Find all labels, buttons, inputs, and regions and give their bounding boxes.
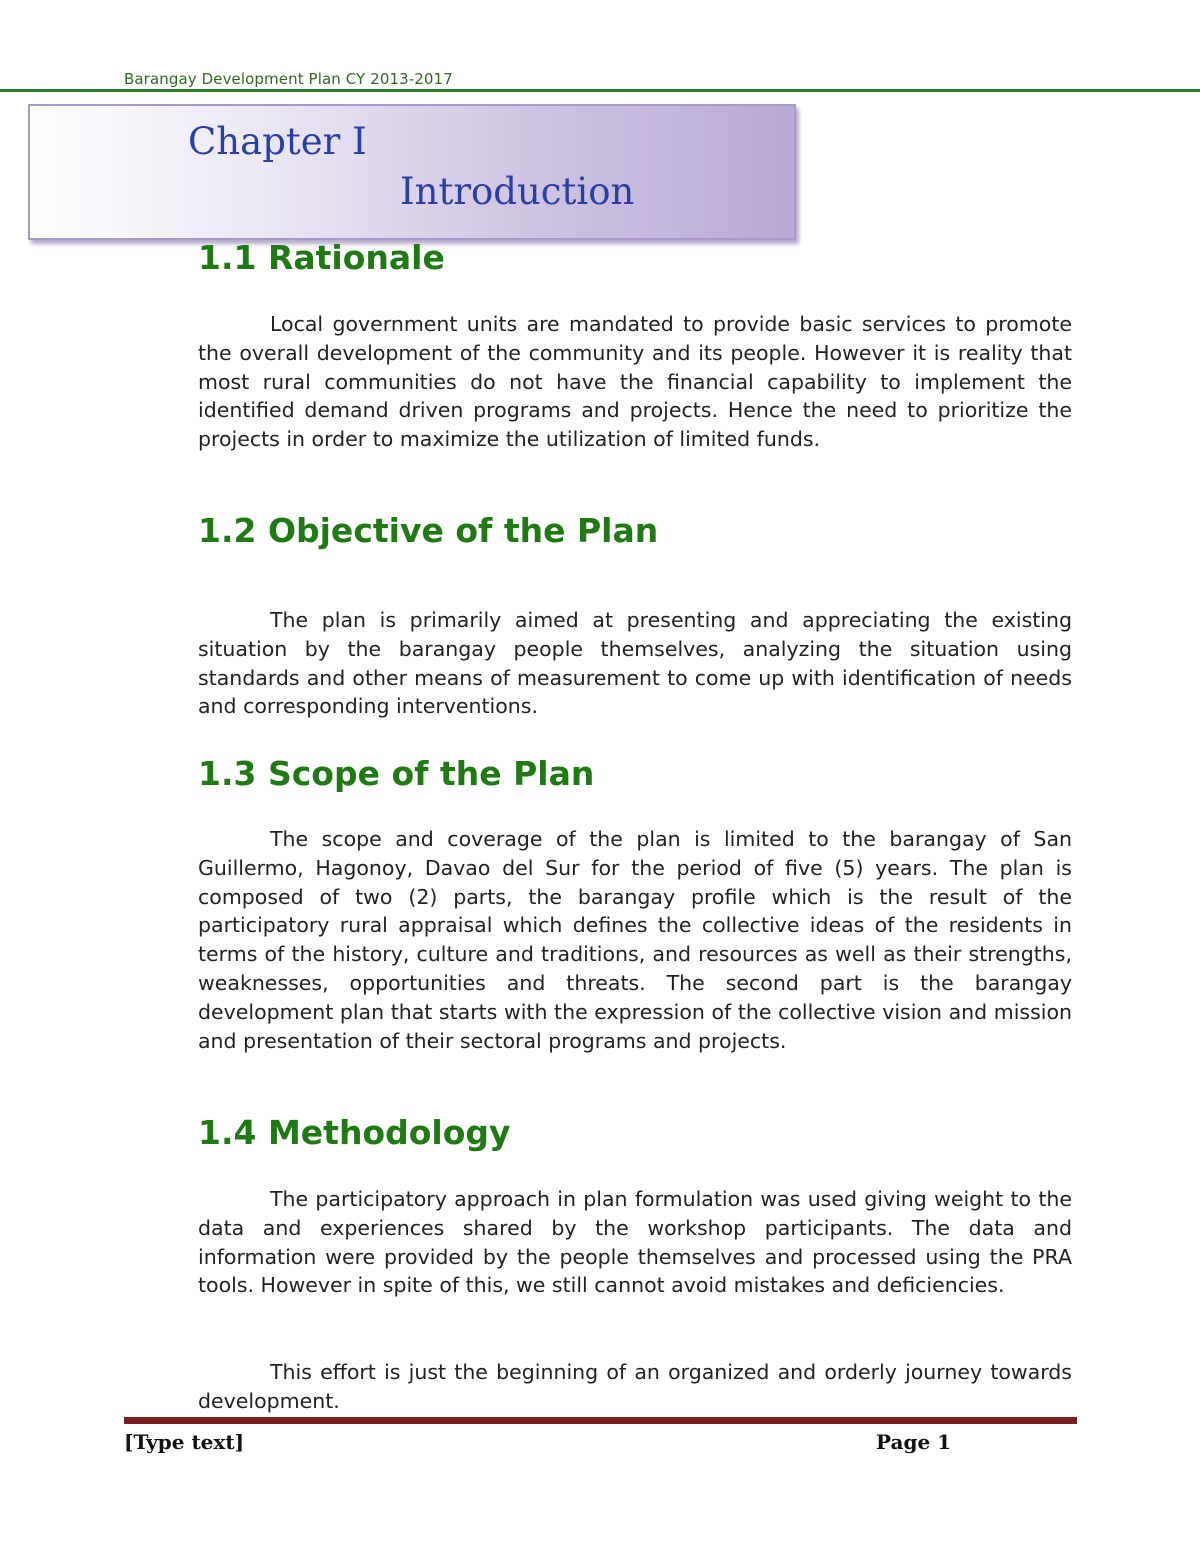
footer-rule — [124, 1417, 1077, 1424]
running-header: Barangay Development Plan CY 2013-2017 — [124, 70, 453, 88]
paragraph-rationale: Local government units are mandated to provide basic services to promote the overall development of the community and its people. However it is reality that most rural communities do not have the financial capability to implement the identified demand driven programs and projects. Hence the need to prioritize the projects in order to maximize the utilization of limited funds. — [198, 312, 1072, 452]
paragraph-scope: The scope and coverage of the plan is limited to the barangay of San Guillermo, Hagonoy, Davao del Sur for the period of five (5) years. The plan is composed of two (2) parts, the barangay profile which is the result of the participatory rural appraisal which defines the collective ideas of the residents in terms of the history, culture and traditions, and resources as well as their strengths, weaknesses, opportunities and threats. The second part is the barangay development plan that starts with the expression of the collective vision and mission and presentation of their sectoral programs and projects. — [198, 827, 1072, 1053]
chapter-banner — [28, 104, 796, 240]
section-heading-rationale: 1.1 Rationale — [198, 238, 445, 277]
chapter-title: Introduction — [400, 170, 635, 213]
section-heading-objective: 1.2 Objective of the Plan — [198, 511, 659, 550]
section-heading-scope: 1.3 Scope of the Plan — [198, 754, 595, 793]
section-heading-methodology: 1.4 Methodology — [198, 1113, 511, 1152]
chapter-number: Chapter I — [188, 120, 367, 163]
header-rule — [0, 89, 1200, 92]
paragraph-methodology: The participatory approach in plan formulation was used giving weight to the data and experiences shared by the workshop participants. The data and information were provided by the people themselves and processed using the PRA tools. However in spite of this, we still cannot avoid mistakes and deficiencies. — [198, 1187, 1072, 1298]
paragraph-methodology-closing: This effort is just the beginning of an organized and orderly journey towards development. — [198, 1360, 1072, 1413]
paragraph-objective: The plan is primarily aimed at presenting and appreciating the existing situation by the barangay people themselves, analyzing the situation using standards and other means of measurement to come up with identification of needs and corresponding interventions. — [198, 608, 1072, 719]
footer-placeholder-text: [Type text] — [124, 1430, 245, 1454]
page-number: Page 1 — [876, 1430, 952, 1454]
